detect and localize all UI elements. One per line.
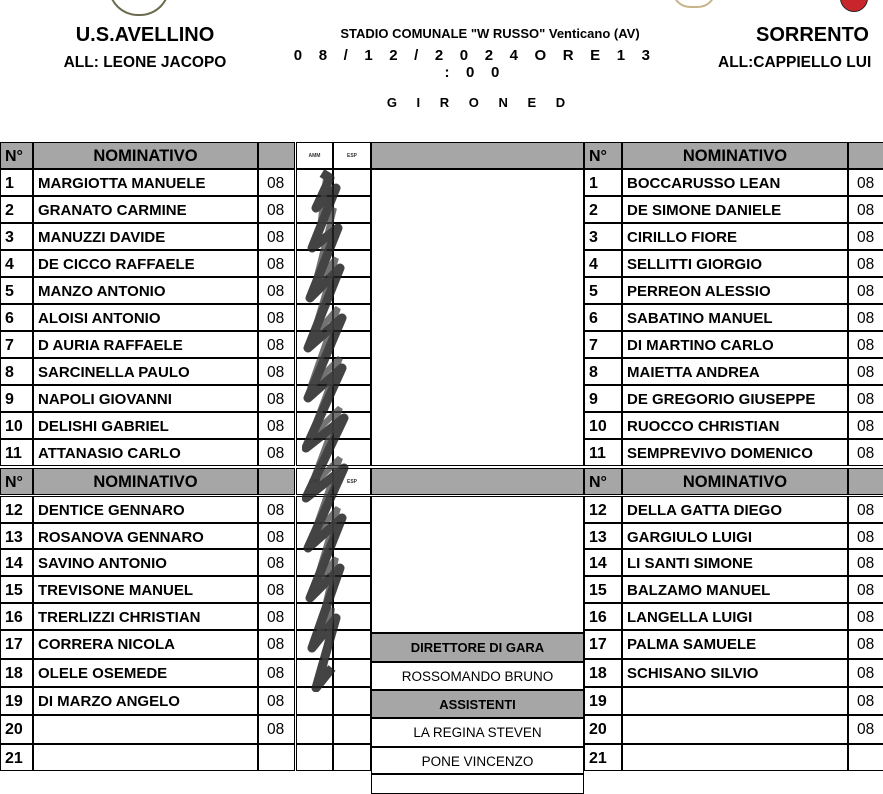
player-name: PERREON ALESSIO: [622, 277, 848, 304]
header-shirt: [258, 468, 295, 495]
middle-block: [371, 169, 584, 466]
player-number: 13: [584, 523, 622, 549]
player-number: 12: [0, 496, 33, 523]
player-number: 10: [584, 412, 622, 439]
player-number: 19: [0, 687, 33, 715]
player-shirt: 08: [848, 412, 883, 439]
player-shirt: 08: [258, 250, 295, 277]
player-number: 1: [584, 169, 622, 196]
header-esp: ESP: [333, 468, 371, 495]
header-name: NOMINATIVO: [33, 468, 258, 495]
player-name: MANZO ANTONIO: [33, 277, 258, 304]
player-shirt: 08: [258, 439, 295, 466]
header-name: NOMINATIVO: [622, 142, 848, 169]
player-name: ATTANASIO CARLO: [33, 439, 258, 466]
player-number: 7: [0, 331, 33, 358]
player-shirt: 08: [848, 549, 883, 576]
home-coach: ALL: LEONE JACOPO: [63, 54, 227, 71]
esp-cell: [333, 715, 371, 744]
assistants-label: ASSISTENTI: [371, 690, 584, 718]
player-name: DI MARTINO CARLO: [622, 331, 848, 358]
player-shirt: 08: [848, 630, 883, 659]
player-number: 1: [0, 169, 33, 196]
player-name: TRERLIZZI CHRISTIAN: [33, 603, 258, 630]
header-middle: [371, 468, 584, 495]
league-logo: [672, 0, 716, 8]
player-name: D AURIA RAFFAELE: [33, 331, 258, 358]
player-number: 18: [584, 659, 622, 687]
player-shirt: 08: [848, 358, 883, 385]
player-number: 18: [0, 659, 33, 687]
player-name: GRANATO CARMINE: [33, 196, 258, 223]
player-number: 15: [0, 576, 33, 603]
player-number: 12: [584, 496, 622, 523]
group-label: G I R O N E D: [386, 95, 574, 110]
player-number: 2: [584, 196, 622, 223]
player-shirt: 08: [258, 687, 295, 715]
player-shirt: 08: [258, 412, 295, 439]
player-name: [33, 715, 258, 744]
referee-name: ROSSOMANDO BRUNO: [371, 662, 584, 690]
player-shirt: 08: [258, 523, 295, 549]
player-shirt: 08: [258, 358, 295, 385]
player-name: ROSANOVA GENNARO: [33, 523, 258, 549]
match-datetime: 0 8 / 1 2 / 2 0 2 4 O R E 1 3 : 0 0: [293, 47, 657, 81]
player-number: 21: [0, 744, 33, 771]
assistant-1: LA REGINA STEVEN: [371, 718, 584, 747]
middle-block: [371, 496, 584, 633]
player-shirt: 08: [848, 196, 883, 223]
player-name: [622, 687, 848, 715]
player-number: 14: [0, 549, 33, 576]
player-name: DELISHI GABRIEL: [33, 412, 258, 439]
player-shirt: 08: [258, 223, 295, 250]
player-name: LI SANTI SIMONE: [622, 549, 848, 576]
player-shirt: 08: [258, 576, 295, 603]
player-number: 4: [0, 250, 33, 277]
player-name: SEMPREVIVO DOMENICO: [622, 439, 848, 466]
player-name: SABATINO MANUEL: [622, 304, 848, 331]
player-number: 20: [0, 715, 33, 744]
player-shirt: 08: [848, 304, 883, 331]
player-shirt: 08: [848, 603, 883, 630]
player-name: RUOCCO CHRISTIAN: [622, 412, 848, 439]
player-number: 6: [0, 304, 33, 331]
player-shirt: 08: [848, 439, 883, 466]
player-name: SARCINELLA PAULO: [33, 358, 258, 385]
player-name: MANUZZI DAVIDE: [33, 223, 258, 250]
header-shirt: [848, 142, 883, 169]
home-team-logo: [108, 0, 170, 16]
header-shirt: [258, 142, 295, 169]
player-number: 21: [584, 744, 622, 771]
player-number: 9: [584, 385, 622, 412]
player-number: 11: [584, 439, 622, 466]
header-shirt: [848, 468, 883, 495]
player-shirt: 08: [258, 603, 295, 630]
assistant-2: PONE VINCENZO: [371, 747, 584, 774]
player-shirt: 08: [848, 523, 883, 549]
player-number: 7: [584, 331, 622, 358]
player-shirt: 08: [258, 304, 295, 331]
player-name: [33, 744, 258, 771]
player-name: ALOISI ANTONIO: [33, 304, 258, 331]
header-number: N°: [0, 468, 33, 495]
player-name: DENTICE GENNARO: [33, 496, 258, 523]
header-number: N°: [584, 142, 622, 169]
player-shirt: 08: [848, 277, 883, 304]
away-coach: ALL:CAPPIELLO LUI: [718, 54, 872, 71]
player-name: BOCCARUSSO LEAN: [622, 169, 848, 196]
player-shirt: 08: [848, 331, 883, 358]
player-name: DI MARZO ANGELO: [33, 687, 258, 715]
player-number: 20: [584, 715, 622, 744]
header-name: NOMINATIVO: [33, 142, 258, 169]
player-name: BALZAMO MANUEL: [622, 576, 848, 603]
player-number: 5: [584, 277, 622, 304]
header-esp: ESP: [333, 142, 371, 169]
player-number: 2: [0, 196, 33, 223]
player-shirt: 08: [848, 659, 883, 687]
player-number: 3: [584, 223, 622, 250]
home-team-name: U.S.AVELLINO: [75, 24, 215, 46]
player-shirt: 08: [848, 576, 883, 603]
player-shirt: 08: [258, 196, 295, 223]
player-shirt: [258, 744, 295, 771]
player-name: CORRERA NICOLA: [33, 630, 258, 659]
esp-cell: [333, 744, 371, 771]
player-number: 8: [0, 358, 33, 385]
away-team-name: SORRENTO: [756, 24, 869, 46]
player-name: SCHISANO SILVIO: [622, 659, 848, 687]
player-shirt: 08: [258, 630, 295, 659]
player-shirt: 08: [848, 223, 883, 250]
player-number: 14: [584, 549, 622, 576]
player-name: SELLITTI GIORGIO: [622, 250, 848, 277]
player-number: 13: [0, 523, 33, 549]
amm-cell: [296, 715, 333, 744]
player-number: 17: [584, 630, 622, 659]
player-number: 9: [0, 385, 33, 412]
player-shirt: 08: [848, 715, 883, 744]
player-name: PALMA SAMUELE: [622, 630, 848, 659]
player-name: CIRILLO FIORE: [622, 223, 848, 250]
venue: STADIO COMUNALE "W RUSSO" Venticano (AV): [340, 26, 640, 41]
away-team-logo: [840, 0, 868, 12]
player-number: 16: [0, 603, 33, 630]
header-middle: [371, 142, 584, 169]
player-shirt: 08: [258, 169, 295, 196]
player-name: DE SIMONE DANIELE: [622, 196, 848, 223]
header-name: NOMINATIVO: [622, 468, 848, 495]
player-name: [622, 744, 848, 771]
player-shirt: 08: [258, 496, 295, 523]
middle-block: [371, 774, 584, 794]
player-shirt: 08: [848, 385, 883, 412]
player-number: 10: [0, 412, 33, 439]
player-name: GARGIULO LUIGI: [622, 523, 848, 549]
player-number: 15: [584, 576, 622, 603]
player-number: 11: [0, 439, 33, 466]
player-name: DE GREGORIO GIUSEPPE: [622, 385, 848, 412]
player-name: SAVINO ANTONIO: [33, 549, 258, 576]
redacted-scribble: [302, 168, 362, 692]
player-number: 8: [584, 358, 622, 385]
header-number: N°: [0, 142, 33, 169]
header-number: N°: [584, 468, 622, 495]
player-shirt: 08: [258, 277, 295, 304]
player-number: 17: [0, 630, 33, 659]
player-shirt: 08: [258, 549, 295, 576]
player-name: TREVISONE MANUEL: [33, 576, 258, 603]
player-name: DE CICCO RAFFAELE: [33, 250, 258, 277]
player-shirt: 08: [848, 250, 883, 277]
player-number: 5: [0, 277, 33, 304]
player-name: OLELE OSEMEDE: [33, 659, 258, 687]
player-name: DELLA GATTA DIEGO: [622, 496, 848, 523]
player-number: 4: [584, 250, 622, 277]
header-amm: AMM: [296, 142, 333, 169]
player-shirt: 08: [258, 715, 295, 744]
player-shirt: 08: [848, 496, 883, 523]
player-shirt: [848, 744, 883, 771]
player-shirt: 08: [258, 385, 295, 412]
player-number: 16: [584, 603, 622, 630]
player-name: [622, 715, 848, 744]
player-shirt: 08: [258, 659, 295, 687]
player-name: LANGELLA LUIGI: [622, 603, 848, 630]
player-number: 3: [0, 223, 33, 250]
header-amm: AMM: [296, 468, 333, 495]
player-shirt: 08: [848, 687, 883, 715]
player-number: 19: [584, 687, 622, 715]
referee-label: DIRETTORE DI GARA: [371, 633, 584, 662]
player-number: 6: [584, 304, 622, 331]
player-name: MAIETTA ANDREA: [622, 358, 848, 385]
player-shirt: 08: [848, 169, 883, 196]
player-name: NAPOLI GIOVANNI: [33, 385, 258, 412]
player-name: MARGIOTTA MANUELE: [33, 169, 258, 196]
player-shirt: 08: [258, 331, 295, 358]
amm-cell: [296, 744, 333, 771]
